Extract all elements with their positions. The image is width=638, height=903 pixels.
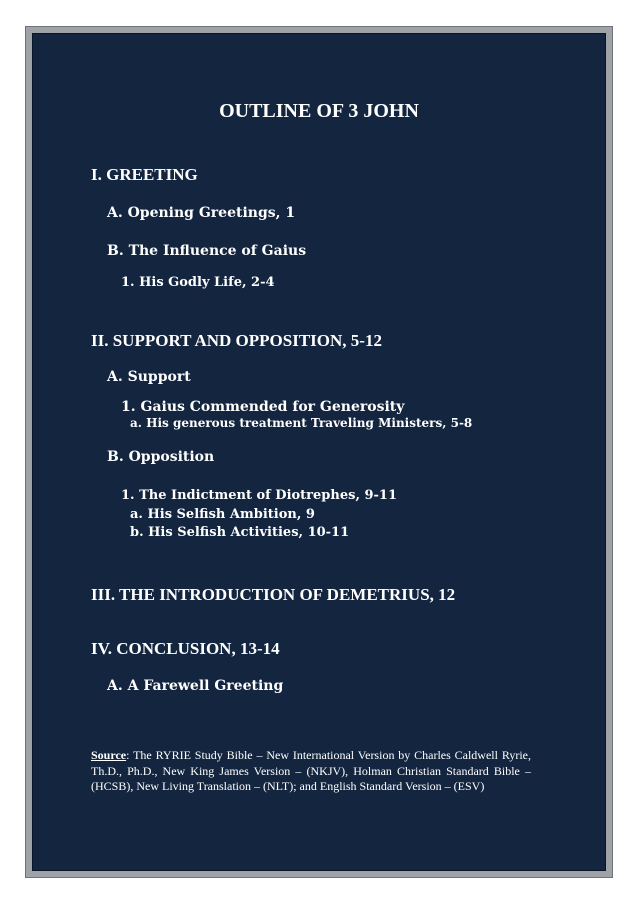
section-heading-conclusion: IV. CONCLUSION, 13-14 — [91, 639, 280, 658]
source-note — [91, 748, 531, 795]
outline-subitem: 1. His Godly Life, 2-4 — [121, 275, 275, 290]
outline-item: B. The Influence of Gaius — [107, 243, 307, 259]
page-title: OUTLINE OF 3 JOHN — [219, 100, 419, 122]
outline-item: A. Support — [107, 369, 191, 385]
outline-subsubitem: a. His generous treatment Traveling Ministers, 5-8 — [130, 416, 473, 430]
source-label: Source — [91, 748, 127, 762]
outline-item: B. Opposition — [107, 449, 215, 465]
outline-subitem: 1. Gaius Commended for Generosity — [121, 399, 405, 415]
outline-item: A. Opening Greetings, 1 — [107, 205, 296, 221]
outline-subsubitem: a. His Selfish Ambition, 9 — [130, 507, 315, 522]
outline-subsubitem: b. His Selfish Activities, 10-11 — [130, 525, 350, 540]
section-heading-demetrius: III. THE INTRODUCTION OF DEMETRIUS, 12 — [91, 585, 456, 604]
source-text: : The RYRIE Study Bible – New International Version by Charles Caldwell Ryrie, Th.D., Ph.D., New King James Version – (NKJV), Holman Christian Standard Bible – (HCSB), New Living Translation – (NLT); and English Standard Version – (ESV) — [91, 748, 531, 794]
section-heading-support-opposition: II. SUPPORT AND OPPOSITION, 5-12 — [91, 331, 382, 350]
outline-subitem: 1. The Indictment of Diotrephes, 9-11 — [121, 488, 398, 503]
outline-item: A. A Farewell Greeting — [107, 678, 284, 694]
section-heading-greeting: I. GREETING — [91, 165, 198, 184]
